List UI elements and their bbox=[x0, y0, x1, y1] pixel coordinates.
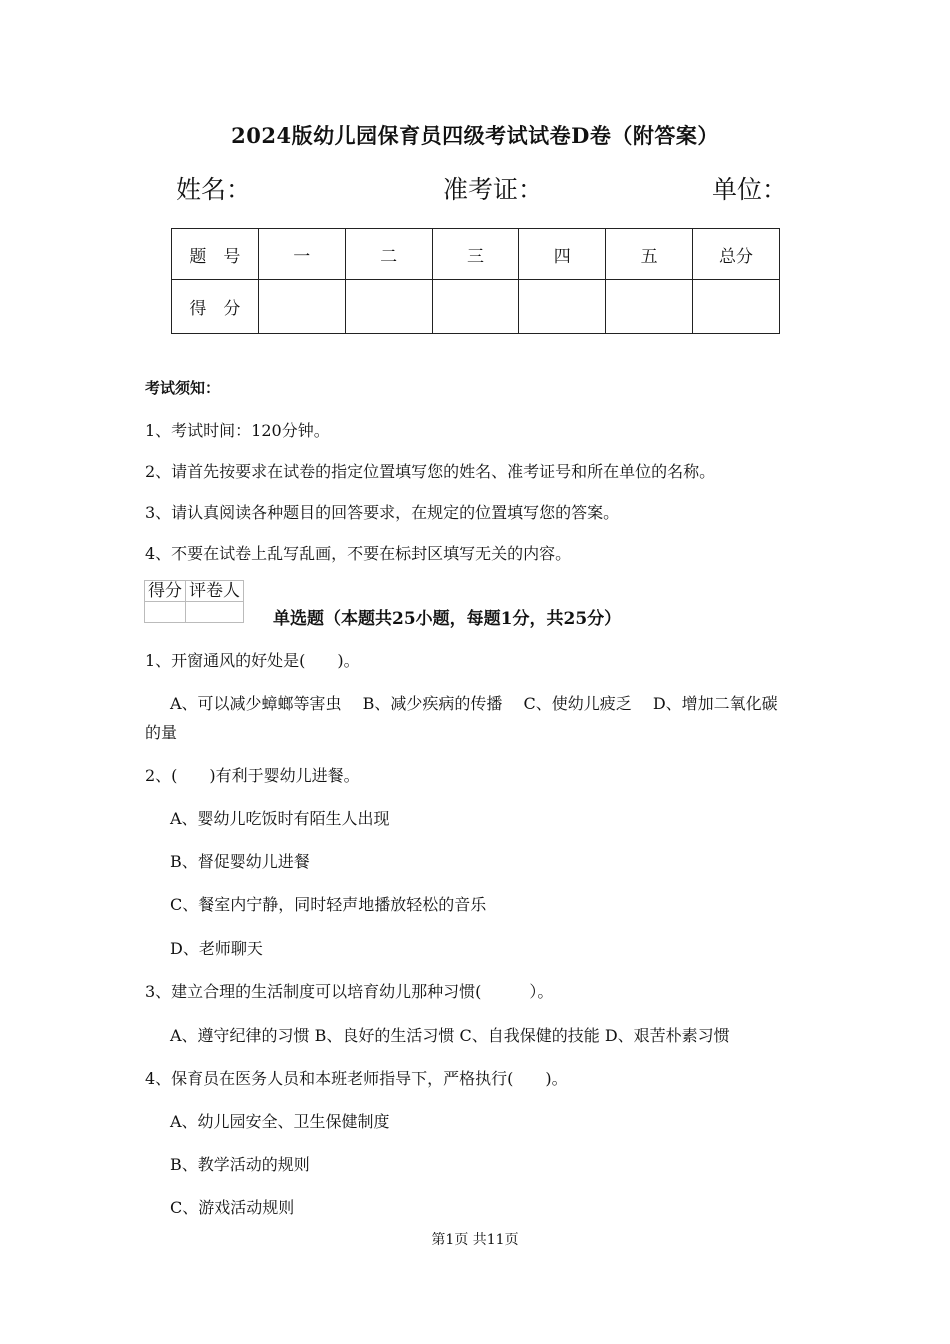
score-table-cell: 总分 bbox=[693, 229, 780, 280]
exam-number-field-label: 准考证： bbox=[443, 175, 544, 204]
page-title: 2024版幼儿园保育员四级考试试卷D卷（附答案） bbox=[231, 123, 719, 148]
score-table-cell: 四 bbox=[519, 229, 606, 280]
grader-score-cell[interactable] bbox=[145, 602, 186, 623]
score-table-score-row bbox=[172, 280, 780, 334]
grader-name-cell[interactable] bbox=[186, 602, 244, 623]
notice-item: 1、考试时间：120分钟。 bbox=[145, 421, 330, 440]
grader-box bbox=[144, 580, 244, 623]
question-option: C、餐室内宁静，同时轻声地播放轻松的音乐 bbox=[170, 895, 487, 914]
notice-item: 4、不要在试卷上乱写乱画，不要在标封区填写无关的内容。 bbox=[145, 544, 572, 563]
score-table-cell: 题 号 bbox=[172, 229, 259, 280]
grader-name-label: 评卷人 bbox=[186, 581, 244, 602]
score-input-cell[interactable] bbox=[432, 280, 519, 334]
score-input-cell[interactable] bbox=[258, 280, 345, 334]
question-option: D、老师聊天 bbox=[170, 939, 263, 958]
score-table-cell: 一 bbox=[258, 229, 345, 280]
grader-score-label: 得分 bbox=[145, 581, 186, 602]
score-input-cell[interactable] bbox=[693, 280, 780, 334]
score-input-cell[interactable] bbox=[519, 280, 606, 334]
notice-heading: 考试须知： bbox=[145, 379, 221, 397]
score-table-cell: 二 bbox=[345, 229, 432, 280]
question-stem: 1、开窗通风的好处是( )。 bbox=[145, 651, 360, 670]
question-options: A、可以减少蟑螂等害虫 B、减少疾病的传播 C、使幼儿疲乏 D、增加二氧化碳 bbox=[170, 694, 778, 713]
question-option: C、游戏活动规则 bbox=[170, 1198, 295, 1217]
question-options-continued: 的量 bbox=[145, 723, 178, 742]
notice-item: 2、请首先按要求在试卷的指定位置填写您的姓名、准考证号和所在单位的名称。 bbox=[145, 462, 716, 481]
name-field-label: 姓名： bbox=[176, 175, 252, 204]
question-option: B、教学活动的规则 bbox=[170, 1155, 310, 1174]
page-footer: 第1页 共11页 bbox=[431, 1232, 519, 1248]
question-stem: 3、建立合理的生活制度可以培育幼儿那种习惯( ）。 bbox=[145, 982, 554, 1001]
question-stem: 4、保育员在医务人员和本班老师指导下，严格执行( )。 bbox=[145, 1069, 568, 1088]
notice-item: 3、请认真阅读各种题目的回答要求，在规定的位置填写您的答案。 bbox=[145, 503, 620, 522]
score-input-cell[interactable] bbox=[606, 280, 693, 334]
question-options: A、遵守纪律的习惯 B、良好的生活习惯 C、自我保健的技能 D、艰苦朴素习惯 bbox=[170, 1026, 730, 1045]
question-stem: 2、( )有利于婴幼儿进餐。 bbox=[145, 766, 360, 785]
score-table-cell: 五 bbox=[606, 229, 693, 280]
question-option: A、婴幼儿吃饭时有陌生人出现 bbox=[170, 809, 390, 828]
question-option: A、幼儿园安全、卫生保健制度 bbox=[170, 1112, 390, 1131]
section-title: 单选题（本题共25小题，每题1分，共25分） bbox=[273, 609, 622, 629]
score-table-header-row bbox=[172, 229, 780, 280]
score-table bbox=[171, 228, 780, 334]
question-option: B、督促婴幼儿进餐 bbox=[170, 852, 310, 871]
score-input-cell[interactable] bbox=[345, 280, 432, 334]
score-table-cell: 得 分 bbox=[172, 280, 259, 334]
unit-field-label: 单位： bbox=[712, 175, 788, 204]
score-table-cell: 三 bbox=[432, 229, 519, 280]
